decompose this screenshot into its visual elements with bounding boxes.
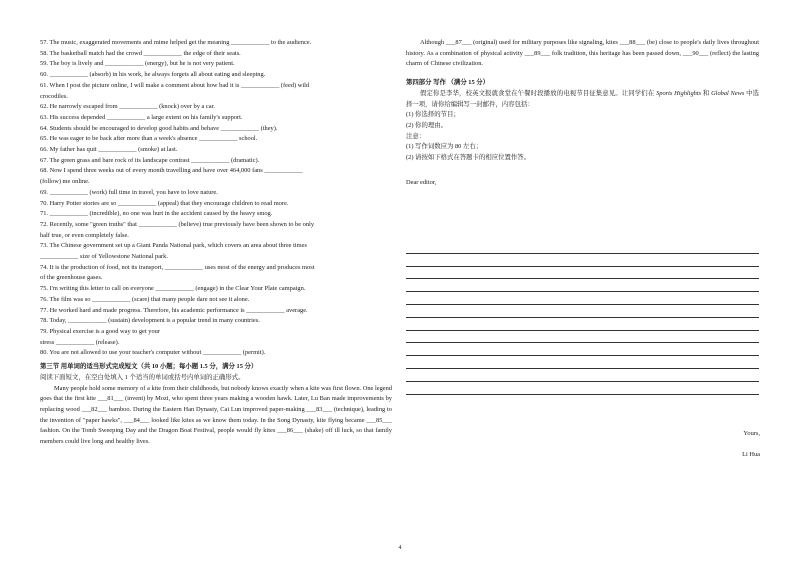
- exercise-line: half true, or even completely false.: [40, 231, 129, 239]
- writing-area[interactable]: [406, 241, 759, 395]
- exercise-line: 57. The music, exaggerated movements and mime helped get the meaning ____________ to the audience.: [40, 39, 312, 46]
- signature: Li Hua: [742, 451, 760, 458]
- writing-line[interactable]: [406, 254, 759, 267]
- exercise-line: crocodiles.: [40, 92, 68, 100]
- writing-line[interactable]: [406, 369, 759, 382]
- exercise-line: stress ____________ (release).: [40, 338, 120, 346]
- section3-title: 第三节 用单词的适当形式完成短文（共 10 小题；每小题 1.5 分，满分 15 分）: [40, 363, 258, 371]
- exercise-line: 68. Now I spend three weeks out of every month travelling and have over 464,000 fans ____________: [40, 167, 303, 175]
- requirement-1: (1) 你选择的节目；: [406, 111, 460, 119]
- exercise-line: 58. The basketball match had the crowd ____________ the edge of their seats.: [40, 49, 241, 57]
- writing-prompt: 假定你是李华，校英文报就食堂在午餐时段播放的电视节目征集意见。让同学们在 Sports Highlights 和 Global News 中选择一项，请你给编辑写一封邮件，内容包括：: [406, 89, 760, 108]
- left-column: [40, 38, 392, 448]
- program-global: Global News: [711, 89, 745, 97]
- writing-line[interactable]: [406, 318, 759, 331]
- writing-line[interactable]: [406, 331, 759, 344]
- note-1: (1) 写作词数应为 80 左右；: [406, 143, 483, 151]
- exercise-line: 79. Physical exercise is a good way to get your: [40, 327, 160, 335]
- right-column: [406, 38, 759, 188]
- writing-line[interactable]: [406, 382, 759, 395]
- salutation: Dear editor,: [406, 178, 437, 186]
- section3-instruction: 阅读下面短文，在空白处填入 1 个适当的单词或括号内单词的正确形式。: [40, 373, 245, 381]
- exercise-line: 76. The film was so ____________ (scare) that many people dare not see it alone.: [40, 295, 250, 303]
- exercise-line: 75. I'm writing this letter to call on everyone ____________ (engage) in the Clear Your Plate campaign.: [40, 285, 306, 293]
- writing-line[interactable]: [406, 343, 759, 356]
- exercise-line: (follow) me online.: [40, 178, 90, 186]
- page-number: 4: [398, 545, 402, 551]
- exercise-line: 70. Harry Potter stories are so ____________ (appeal) that they encourage children to read more.: [40, 199, 289, 207]
- exercise-line: 63. His success depended ____________ a large extent on his family's support.: [40, 113, 243, 121]
- kite-passage: Many people hold some memory of a kite from their childhoods, but nobody knows exactly when a kite was first flown. One legend goes that the first kite ___81___ (invent) by Mozi, who spent three years making a wooden hawk. Later, Lu Ban made improvements by replacing wood ___82___ bamboo. During the Eastern Han Dynasty, Cai Lun improved paper-making ___83___ (technique), leading to the invention of "paper hawks", ___84___ looked like kites as we know them today. In the Song Dynasty, kite flying became ___85___ fashion. On the Tomb Sweeping Day and the Dragon Boat Festival, people would fly kites ___86___ (shake) off ill luck, so that family members could live long and healthy lives.: [40, 384, 392, 446]
- requirement-2: (2) 你的理由。: [406, 121, 448, 129]
- exercise-line: 69. ____________ (work) full time in travel, you have to love nature.: [40, 188, 218, 196]
- writing-line[interactable]: [406, 356, 759, 369]
- writing-line[interactable]: [406, 267, 759, 280]
- kite-passage-continued: Although ___87___ (original) used for military purposes like signaling, kites ___88___ (be) close to people's daily lives throughout history. As a combination of physical activity ___89___ folk tradition, this heritage has been passed down, ___90___ (reflect) the lasting charm of Chinese civilization.: [406, 39, 759, 68]
- note-2: (2) 请按如下格式在答题卡的相应位置作答。: [406, 154, 531, 162]
- closing: Yours,: [743, 430, 760, 437]
- exercise-line: 59. The boy is lively and ____________ (energy), but he is not very patient.: [40, 60, 235, 68]
- exercise-line: 67. The green grass and bare rock of its landscape contrast ____________ (dramatic).: [40, 156, 260, 164]
- writing-line[interactable]: [406, 279, 759, 292]
- writing-line[interactable]: [406, 305, 759, 318]
- exercise-line: 72. Recently, some "green truths" that ____________ (believe) true previously have been shown to be only: [40, 220, 315, 228]
- exercise-line: 77. He worked hard and made progress. Therefore, his academic performance is ____________ average.: [40, 306, 308, 314]
- exercise-line: 73. The Chinese government set up a Giant Panda National park, which covers an area about three times: [40, 242, 307, 250]
- writing-line[interactable]: [406, 241, 759, 254]
- exercise-line: 66. My father has quit ____________ (smoke) at last.: [40, 146, 178, 154]
- writing-line[interactable]: [406, 292, 759, 305]
- exercise-line: of the greenhouse gases.: [40, 274, 103, 282]
- exercise-line: 74. It is the production of food, not its transport, ____________ uses most of the energy and produces most: [40, 263, 315, 271]
- exercise-line: 78. Today, ____________ (sustain) development is a popular trend in many countries.: [40, 317, 260, 325]
- exercise-line: 65. He was eager to be back after more than a week's absence ____________ school.: [40, 135, 258, 143]
- exercise-line: ____________ size of Yellowstone National park.: [40, 253, 168, 261]
- exercise-line: 71. ____________ (incredible), no one was hurt in the accident caused by the heavy smog.: [40, 210, 273, 218]
- exercise-line: 64. Students should be encouraged to develop good habits and behave ____________ (they).: [40, 124, 278, 132]
- exercise-line: 62. He narrowly escaped from ____________ (knock) over by a car.: [40, 103, 215, 111]
- section4-title: 第四部分 写作 （满分 15 分）: [406, 79, 490, 87]
- exercise-list: [40, 38, 392, 359]
- exercise-line: 60. ____________ (absorb) in his work, he always forgets all about eating and sleeping.: [40, 71, 266, 79]
- exercise-line: 80. You are not allowed to use your teacher's computer without ____________ (permit).: [40, 349, 266, 357]
- note-title: 注意：: [406, 132, 426, 140]
- program-sports: Sports Highlights: [656, 89, 702, 97]
- exercise-line: 61. When I post the picture online, I will make a comment about how bad it is ____________ (feed) wild: [40, 81, 310, 89]
